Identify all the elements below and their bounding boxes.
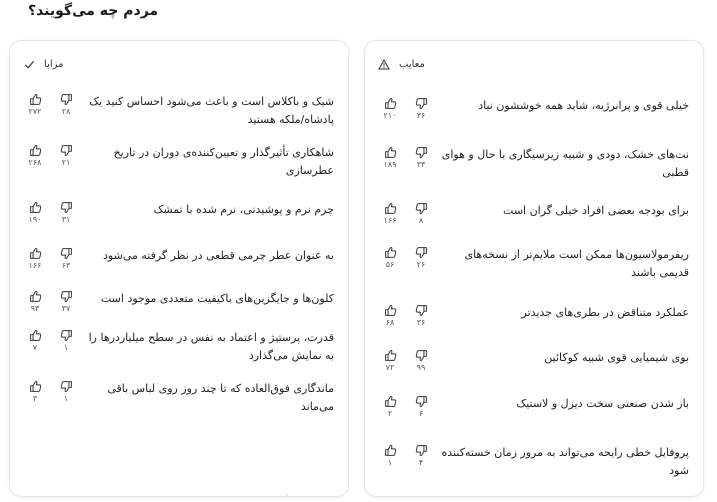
vote-group [24, 329, 86, 369]
dislike-button[interactable] [57, 93, 75, 116]
thumbs-down-icon [57, 329, 75, 342]
vote-group [379, 146, 441, 186]
dislike-button[interactable] [412, 97, 430, 120]
like-count: ۲۶۸ [28, 158, 42, 167]
review-text: بوی شیمیایی قوی شبیه کوکائین [544, 351, 689, 364]
dislike-button[interactable] [57, 144, 75, 167]
review-item [379, 395, 691, 441]
like-count: ۷۲ [385, 363, 395, 372]
pros-header [22, 49, 336, 79]
dislike-button[interactable] [57, 201, 75, 224]
thumbs-up-icon [26, 201, 44, 214]
like-button[interactable] [381, 146, 399, 169]
review-text: عملکرد متناقض در بطری‌های جدیدتر [521, 306, 689, 319]
dislike-count: ۸ [418, 216, 424, 225]
review-item [379, 304, 691, 350]
vote-group [24, 93, 86, 133]
dislike-count: ۳۶ [416, 111, 426, 120]
thumbs-down-icon [412, 304, 430, 317]
review-text: نت‌های خشک، دودی و شبیه زیرسیگاری با حال و هوای قطبی [441, 148, 689, 179]
thumbs-down-icon [57, 290, 75, 303]
dislike-button[interactable] [412, 146, 430, 169]
like-button[interactable] [26, 290, 44, 313]
like-count: ۱۹۰ [28, 215, 42, 224]
cons-header [377, 49, 691, 79]
review-text: به عنوان عطر چرمی قطعی در نظر گرفته می‌شود [103, 249, 334, 262]
thumbs-down-icon [412, 97, 430, 110]
dislike-count: ۲۶ [416, 260, 426, 269]
review-item [24, 93, 336, 139]
like-count: ۱۸۹ [383, 160, 397, 169]
review-text: شاهکاری تأثیرگذار و تعیین‌کننده‌ی دوران در تاریخ عطرسازی [113, 146, 334, 177]
thumbs-up-icon [381, 246, 399, 259]
review-text: باز شدن صنعتی سخت دیزل و لاستیک [516, 397, 689, 410]
dislike-count: ۶ [418, 409, 424, 418]
like-button[interactable] [26, 93, 44, 116]
review-text: ریفرمولاسیون‌ها ممکن است ملایم‌تر از نسخه‌های قدیمی باشند [464, 248, 689, 279]
thumbs-up-icon [381, 349, 399, 362]
cons-card [364, 40, 704, 497]
scroll-marker: ˆ [285, 494, 289, 502]
dislike-count: ۳۶ [416, 318, 426, 327]
like-button[interactable] [381, 97, 399, 120]
thumbs-up-icon [26, 380, 44, 393]
thumbs-up-icon [26, 290, 44, 303]
like-button[interactable] [26, 329, 44, 352]
like-count: ۳ [32, 394, 38, 403]
review-text: چرم نرم و پوشیدنی، نرم شده با تمشک [153, 203, 334, 216]
like-button[interactable] [26, 247, 44, 270]
like-button[interactable] [381, 349, 399, 372]
dislike-button[interactable] [412, 444, 430, 467]
thumbs-up-icon [26, 144, 44, 157]
thumbs-up-icon [381, 395, 399, 408]
thumbs-up-icon [26, 93, 44, 106]
review-text: شیک و باکلاس است و باعث می‌شود احساس کنید یک پادشاه/ملکه هستید [89, 95, 334, 126]
dislike-count: ۱ [63, 343, 69, 352]
review-item [379, 202, 691, 248]
vote-group [24, 380, 86, 420]
like-button[interactable] [381, 246, 399, 269]
like-count: ۷ [32, 343, 38, 352]
like-button[interactable] [381, 444, 399, 467]
review-item [379, 246, 691, 292]
thumbs-down-icon [412, 202, 430, 215]
like-count: ۱۶۶ [383, 216, 397, 225]
thumbs-down-icon [57, 247, 75, 260]
vote-group [379, 97, 441, 137]
review-item [379, 97, 691, 143]
thumbs-down-icon [412, 146, 430, 159]
thumbs-up-icon [26, 247, 44, 260]
review-item [24, 201, 336, 247]
vote-group [24, 247, 86, 287]
dislike-count: ۳۱ [61, 215, 71, 224]
thumbs-down-icon [57, 380, 75, 393]
section-heading: مردم چه می‌گویند؟ [28, 3, 159, 19]
like-count: ۱ [387, 458, 393, 467]
vote-group [379, 246, 441, 286]
review-text: قدرت، پرستیژ و اعتماد به نفس در سطح میلیاردرها را به نمایش می‌گذارد [88, 331, 334, 362]
cons-label: معایب [399, 58, 425, 70]
dislike-button[interactable] [412, 202, 430, 225]
dislike-button[interactable] [57, 329, 75, 352]
like-button[interactable] [381, 202, 399, 225]
vote-group [379, 349, 441, 389]
review-item [24, 329, 336, 375]
like-count: ۵۶ [385, 260, 395, 269]
pros-card [9, 40, 349, 497]
thumbs-up-icon [381, 444, 399, 457]
thumbs-down-icon [57, 144, 75, 157]
like-button[interactable] [381, 304, 399, 327]
vote-group [379, 304, 441, 344]
review-item [379, 146, 691, 192]
dislike-button[interactable] [412, 304, 430, 327]
dislike-button[interactable] [412, 349, 430, 372]
thumbs-down-icon [57, 93, 75, 106]
thumbs-up-icon [381, 97, 399, 110]
review-text: خیلی قوی و پرانرژیه، شاید همه خوششون نیاد [478, 99, 689, 112]
like-count: ۲ [387, 409, 393, 418]
like-button[interactable] [26, 144, 44, 167]
dislike-button[interactable] [412, 246, 430, 269]
like-button[interactable] [26, 201, 44, 224]
review-item [379, 349, 691, 395]
review-text: برای بودجه بعضی افراد خیلی گران است [503, 204, 689, 217]
vote-group [379, 444, 441, 484]
like-button[interactable] [381, 395, 399, 418]
vote-group [24, 201, 86, 241]
thumbs-up-icon [381, 202, 399, 215]
dislike-button[interactable] [57, 290, 75, 313]
dislike-count: ۲۸ [61, 107, 71, 116]
like-count: ۶۸ [385, 318, 395, 327]
like-count: ۹۳ [30, 304, 40, 313]
like-button[interactable] [26, 380, 44, 403]
vote-group [24, 144, 86, 184]
thumbs-down-icon [412, 349, 430, 362]
thumbs-down-icon [412, 246, 430, 259]
thumbs-up-icon [381, 304, 399, 317]
review-text: ماندگاری فوق‌العاده که تا چند روز روی لباس باقی می‌ماند [107, 382, 334, 413]
review-item [24, 247, 336, 293]
review-item [24, 144, 336, 190]
check-icon [22, 57, 36, 71]
thumbs-down-icon [412, 444, 430, 457]
dislike-count: ۲۱ [61, 158, 71, 167]
review-item [24, 380, 336, 426]
review-item [379, 444, 691, 490]
thumbs-up-icon [381, 146, 399, 159]
dislike-button[interactable] [57, 247, 75, 270]
warning-icon [377, 57, 391, 71]
dislike-count: ۴ [418, 458, 424, 467]
thumbs-down-icon [412, 395, 430, 408]
vote-group [379, 202, 441, 242]
like-count: ۱۶۶ [28, 261, 42, 270]
dislike-count: ۳۷ [61, 304, 71, 313]
thumbs-down-icon [57, 201, 75, 214]
thumbs-up-icon [26, 329, 44, 342]
dislike-count: ۱ [63, 394, 69, 403]
vote-group [24, 290, 86, 330]
like-count: ۲۱۰ [383, 111, 397, 120]
dislike-button[interactable] [412, 395, 430, 418]
like-count: ۲۷۲ [28, 107, 42, 116]
dislike-count: ۶۳ [61, 261, 71, 270]
vote-group [379, 395, 441, 435]
review-text: کلون‌ها و جایگزین‌های باکیفیت متعددی موجود است [100, 292, 334, 305]
dislike-button[interactable] [57, 380, 75, 403]
review-text: پروفایل خطی رایحه می‌تواند به مرور زمان خسته‌کننده شود [441, 446, 689, 477]
pros-label: مزایا [44, 58, 64, 70]
dislike-count: ۳۳ [416, 160, 426, 169]
dislike-count: ۹۹ [416, 363, 426, 372]
